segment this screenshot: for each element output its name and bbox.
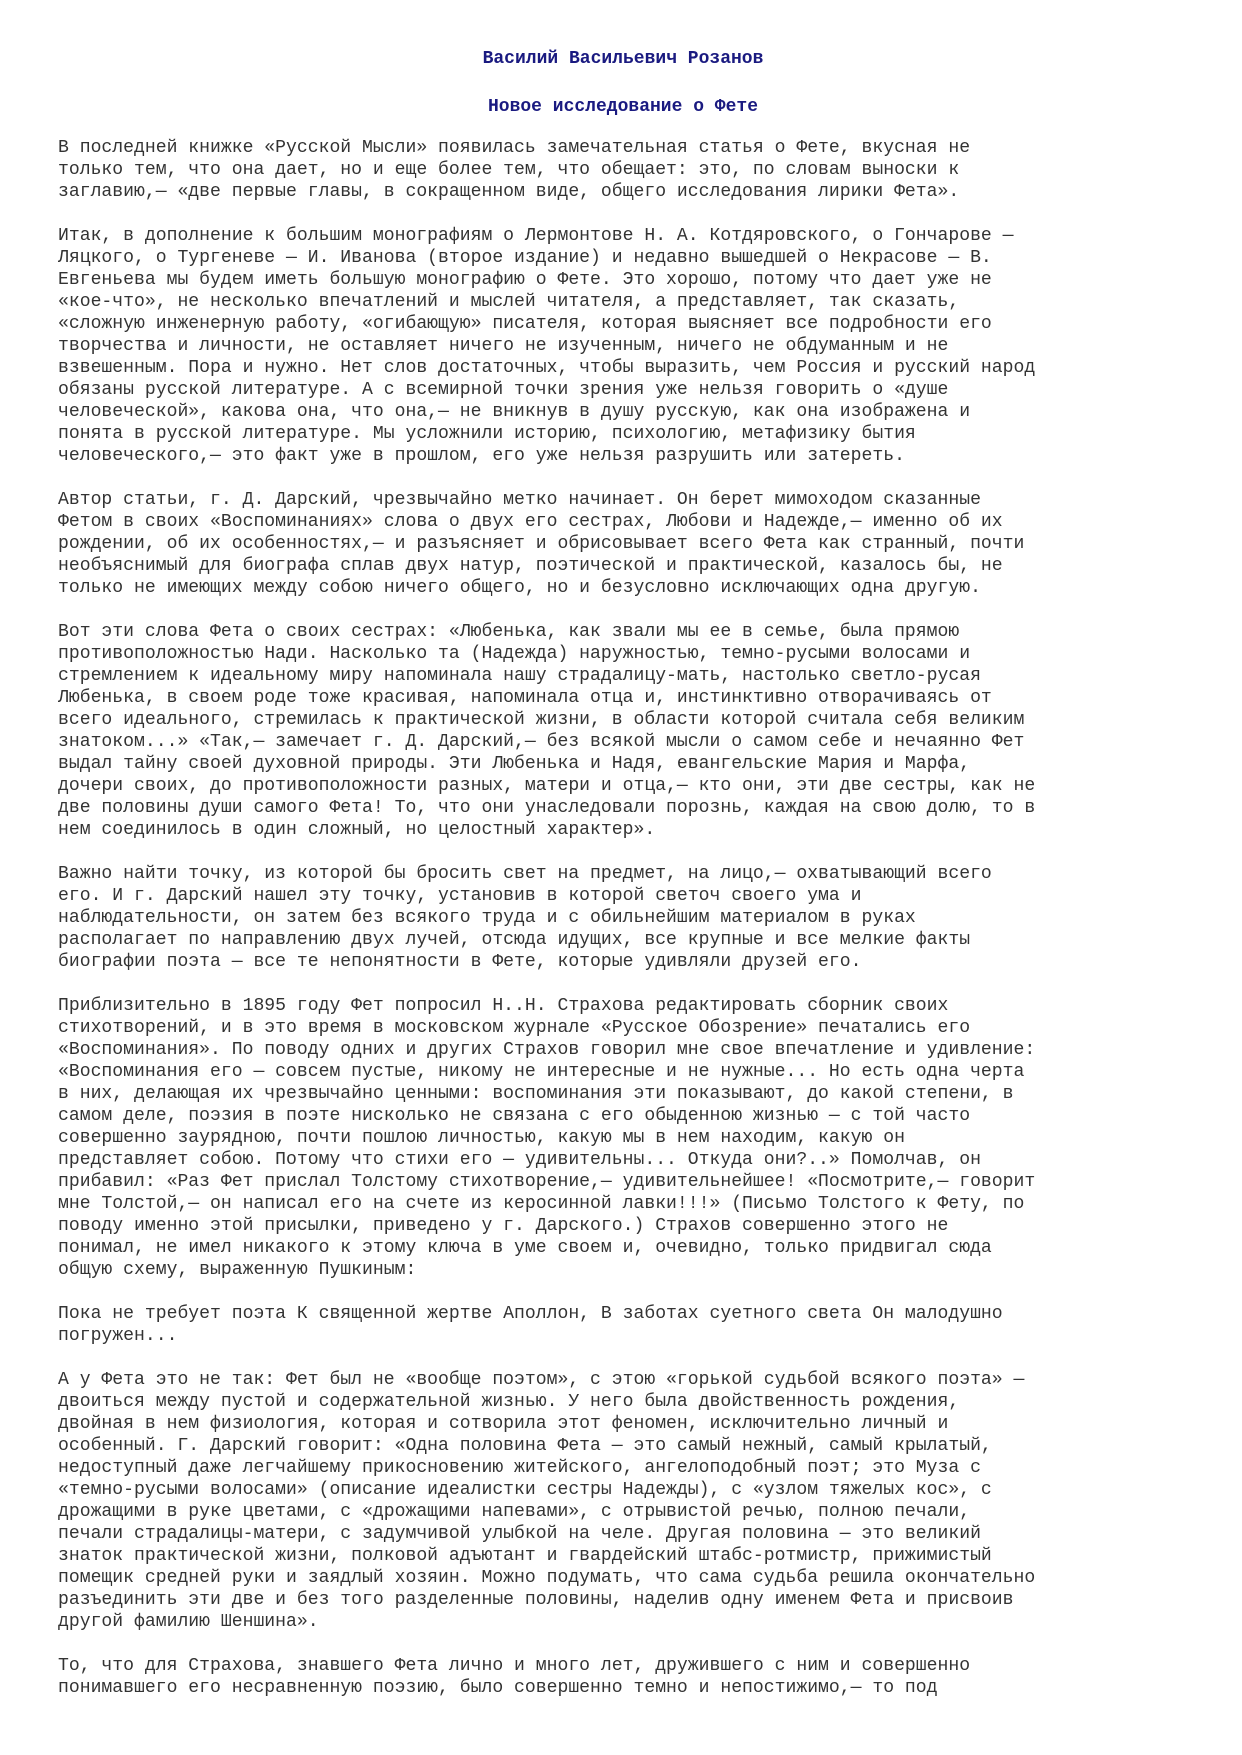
paragraph-3: Автор статьи, г. Д. Дарский, чрезвычайно метко начинает. Он берет мимоходом сказанные Фетом в своих «Воспоминаниях» слова о двух его сестрах, Любови и Надежде,— именно об их рождении, об их особенностях,— и разъясняет и обрисовывает всего Фета как странный, почти необъяснимый для биографа сплав двух натур, поэтической и практической, казалось бы, не только не имеющих между собою ничего общего, но и безусловно исключающих одна другую. <box>58 490 1025 598</box>
paragraph-7: А у Фета это не так: Фет был не «вообще поэтом», с этою «горькой судьбой всякого поэта» — двоиться между пустой и содержательной жизнью. У него была двойственность рождения, двойная в нем физиология, которая и сотворила этот феномен, исключительно личный и особенный. Г. Дарский говорит: «Одна половина Фета — это самый нежный, самый крылатый, недоступный даже легчайшему прикосновению житейского, ангелоподобный поэт; это Муза с «темно-русыми волосами» (описание идеалистки сестры Надежды), с «узлом тяжелых кос», с дрожащими в руке цветами, с «дрожащими напевами», с отрывистой речью, полною печали, печали страдалицы-матери, с задумчивой улыбкой на челе. Другая половина — это великий знаток практической жизни, полковой адъютант и гвардейский штабс-ротмистр, прижимистый помещик средней руки и заядлый хозяин. Можно подумать, что сама судьба решила окончательно разъединить эти две и без того разделенные половины, наделив одну именем Фета и присвоив другой фамилию Шеншина». <box>58 1370 1036 1632</box>
document-page <box>58 40 1188 1699</box>
paragraph-2: Итак, в дополнение к большим монографиям о Лермонтове Н. А. Котдяровского, о Гончарове — Ляцкого, о Тургеневе — И. Иванова (второе издание) и недавно вышедшей о Некрасове — В. Евгеньева мы будем иметь большую монографию о Фете. Это хорошо, потому что дает уже не «кое-что», не несколько впечатлений и мыслей читателя, а представляет, так сказать, «сложную инженерную работу, «огибающую» писателя, которая выясняет все подробности его творчества и личности, не оставляет ничего не изученным, ничего не обдуманным и не взвешенным. Пора и нужно. Нет слов достаточных, чтобы выразить, чем Россия и русский народ обязаны русской литературе. А с всемирной точки зрения уже нельзя говорить о «душе человеческой», какова она, что она,— не вникнув в душу русскую, как она изображена и понята в русской литературе. Мы усложнили историю, психологию, метафизику бытия человеческого,— это факт уже в прошлом, его уже нельзя разрушить или затереть. <box>58 226 1036 466</box>
paragraph-4: Вот эти слова Фета о своих сестрах: «Любенька, как звали мы ее в семье, была прямою противоположностью Нади. Насколько та (Надежда) наружностью, темно-русыми волосами и стремлением к идеальному миру напоминала нашу страдалицу-мать, настолько светло-русая Любенька, в своем роде тоже красивая, напоминала отца и, инстинктивно отворачиваясь от всего идеального, стремилась к практической жизни, в области которой считала себя великим знатоком...» «Так,— замечает г. Д. Дарский,— без всякой мысли о самом себе и нечаянно Фет выдал тайну своей духовной природы. Эти Любенька и Надя, евангельские Мария и Марфа, дочери своих, до противоположности разных, матери и отца,— кто они, эти две сестры, как не две половины души самого Фета! То, что они унаследовали порознь, каждая на свою долю, то в нем соединилось в один сложный, но целостный характер». <box>58 622 1036 840</box>
author-heading: Василий Васильевич Розанов <box>482 49 764 69</box>
paragraph-6: Приблизительно в 1895 году Фет попросил Н..Н. Страхова редактировать сборник своих стихотворений, и в это время в московском журнале «Русское Обозрение» печатались его «Воспоминания». По поводу одних и других Страхов говорил мне свое впечатление и удивление: «Воспоминания его — совсем пустые, никому не интересные и не нужные... Но есть одна черта в них, делающая их чрезвычайно ценными: воспоминания эти показывают, до какой степени, в самом деле, поэзия в поэте нисколько не связана с его обыденною жизнью — с той часто совершенно заурядною, почти пошлою личностью, какую мы в нем находим, какую он представляет собою. Потому что стихи его — удивительны... Откуда они?..» Помолчав, он прибавил: «Раз Фет прислал Толстому стихотворение,— удивительнейшее! «Посмотрите,— говорит мне Толстой,— он написал его на счете из керосинной лавки!!!» (Письмо Толстого к Фету, по поводу именно этой присылки, приведено у г. Дарского.) Страхов совершенно этого не понимал, не имел никакого к этому ключа в уме своем и, очевидно, только придвигал сюда общую схему, выраженную Пушкиным: <box>58 996 1036 1280</box>
paragraph-5: Важно найти точку, из которой бы бросить свет на предмет, на лицо,— охватывающий всего его. И г. Дарский нашел эту точку, установив в которой светоч своего ума и наблюдательности, он затем без всякого труда и с обильнейшим материалом в руках располагает по направлению двух лучей, отсюда идущих, все крупные и все мелкие факты биографии поэта — все те непонятности в Фете, которые удивляли друзей его. <box>58 864 992 972</box>
paragraph-8: То, что для Страхова, знавшего Фета лично и много лет, дружившего с ним и совершенно понимавшего его несравненную поэзию, было совершенно темно и непостижимо,— то под <box>58 1656 971 1698</box>
poem-quote: Пока не требует поэта К священной жертве Аполлон, В заботах суетного света Он малодушно погружен... <box>58 1304 1003 1346</box>
paragraph-1: В последней книжке «Русской Мысли» появилась замечательная статья о Фете, вкусная не только тем, что она дает, но и еще более тем, что обещает: это, по словам выноски к заглавию,— «две первые главы, в сокращенном виде, общего исследования лирики Фета». <box>58 138 971 202</box>
article-title: Новое исследование о Фете <box>487 97 759 117</box>
